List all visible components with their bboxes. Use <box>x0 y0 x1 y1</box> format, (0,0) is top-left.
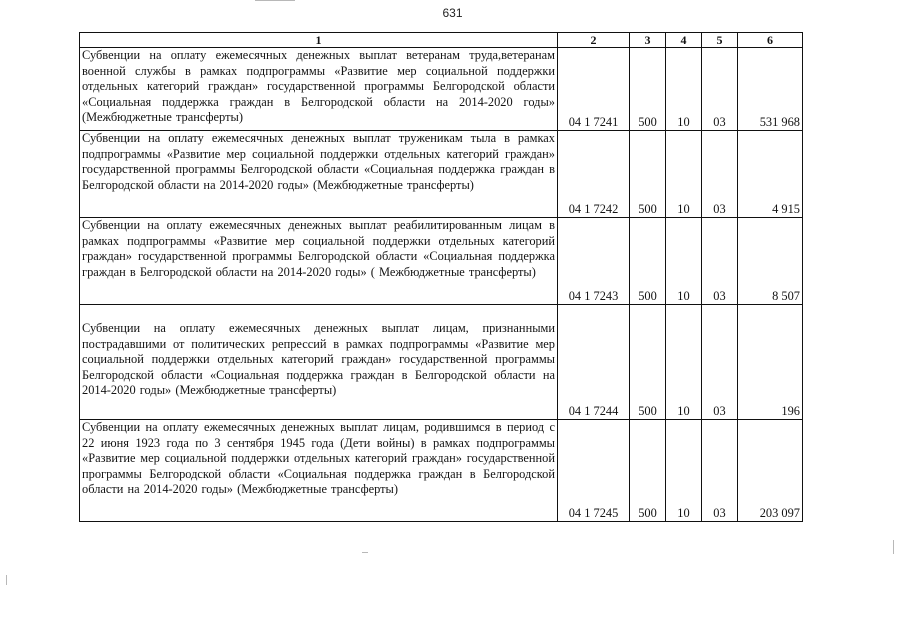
row-col5: 03 <box>702 131 738 218</box>
row-code: 04 1 7243 <box>558 218 630 305</box>
budget-table <box>79 32 803 522</box>
scan-mark-left <box>6 575 7 585</box>
row-col3: 500 <box>630 131 666 218</box>
row-amount: 203 097 <box>738 420 803 522</box>
header-col-4: 4 <box>666 33 702 48</box>
row-description: Субвенции на оплату ежемесячных денежных выплат лицам, родившимся в период с 22 июня 1923 года по 3 сентября 1945 года (Дети войны) в рамках подпрограммы «Развитие мер социальной поддержки отдельных категорий граждан» государственной программы Белгородской области «Социальная поддержка граждан в Белгородской области на 2014-2020 годы» (Межбюджетные трансферты) <box>80 420 558 522</box>
scan-mark-right <box>893 540 894 554</box>
scan-mark-bottom <box>362 552 368 553</box>
row-col5: 03 <box>702 420 738 522</box>
row-col5: 03 <box>702 305 738 420</box>
row-col5: 03 <box>702 218 738 305</box>
table-row <box>80 131 803 218</box>
row-amount: 196 <box>738 305 803 420</box>
row-col4: 10 <box>666 218 702 305</box>
table-row <box>80 48 803 131</box>
row-col3: 500 <box>630 305 666 420</box>
row-amount: 531 968 <box>738 48 803 131</box>
row-col4: 10 <box>666 420 702 522</box>
scan-mark-top <box>255 0 295 1</box>
table-row <box>80 305 803 420</box>
header-col-5: 5 <box>702 33 738 48</box>
row-description: Субвенции на оплату ежемесячных денежных выплат реабилитированным лицам в рамках подпрограммы «Развитие мер социальной поддержки отдельных категорий граждан» государственной программы Белгородской области «Социальная поддержка граждан в Белгородской области на 2014-2020 годы» ( Межбюджетные трансферты) <box>80 218 558 305</box>
header-col-6: 6 <box>738 33 803 48</box>
row-col3: 500 <box>630 48 666 131</box>
row-code: 04 1 7242 <box>558 131 630 218</box>
row-amount: 4 915 <box>738 131 803 218</box>
header-col-3: 3 <box>630 33 666 48</box>
row-amount: 8 507 <box>738 218 803 305</box>
row-col4: 10 <box>666 131 702 218</box>
page-number: 631 <box>442 6 463 20</box>
table-row <box>80 420 803 522</box>
row-description: Субвенции на оплату ежемесячных денежных выплат труженикам тыла в рамках подпрограммы «Развитие мер социальной поддержки отдельных категорий граждан» государственной программы Белгородской области «Социальная поддержка граждан в Белгородской области на 2014-2020 годы» (Межбюджетные трансферты) <box>80 131 558 218</box>
row-description: Субвенции на оплату ежемесячных денежных выплат ветеранам труда,ветеранам военной службы в рамках подпрограммы «Развитие мер социальной поддержки отдельных категорий граждан» государственной программы Белгородской области «Социальная поддержка граждан в Белгородской области на 2014-2020 годы» (Межбюджетные трансферты) <box>80 48 558 131</box>
row-description: Субвенции на оплату ежемесячных денежных выплат лицам, признанными пострадавшими от политических репрессий в рамках подпрограммы «Развитие мер социальной поддержки отдельных категорий граждан» государственной программы Белгородской области «Социальная поддержка граждан в Белгородской области на 2014-2020 годы» (Межбюджетные трансферты) <box>80 305 558 420</box>
row-code: 04 1 7245 <box>558 420 630 522</box>
header-col-1: 1 <box>80 33 558 48</box>
row-col3: 500 <box>630 420 666 522</box>
row-col4: 10 <box>666 48 702 131</box>
row-col5: 03 <box>702 48 738 131</box>
row-col3: 500 <box>630 218 666 305</box>
row-code: 04 1 7244 <box>558 305 630 420</box>
table-row <box>80 218 803 305</box>
row-code: 04 1 7241 <box>558 48 630 131</box>
header-col-2: 2 <box>558 33 630 48</box>
table-header-row <box>80 33 803 48</box>
row-col4: 10 <box>666 305 702 420</box>
